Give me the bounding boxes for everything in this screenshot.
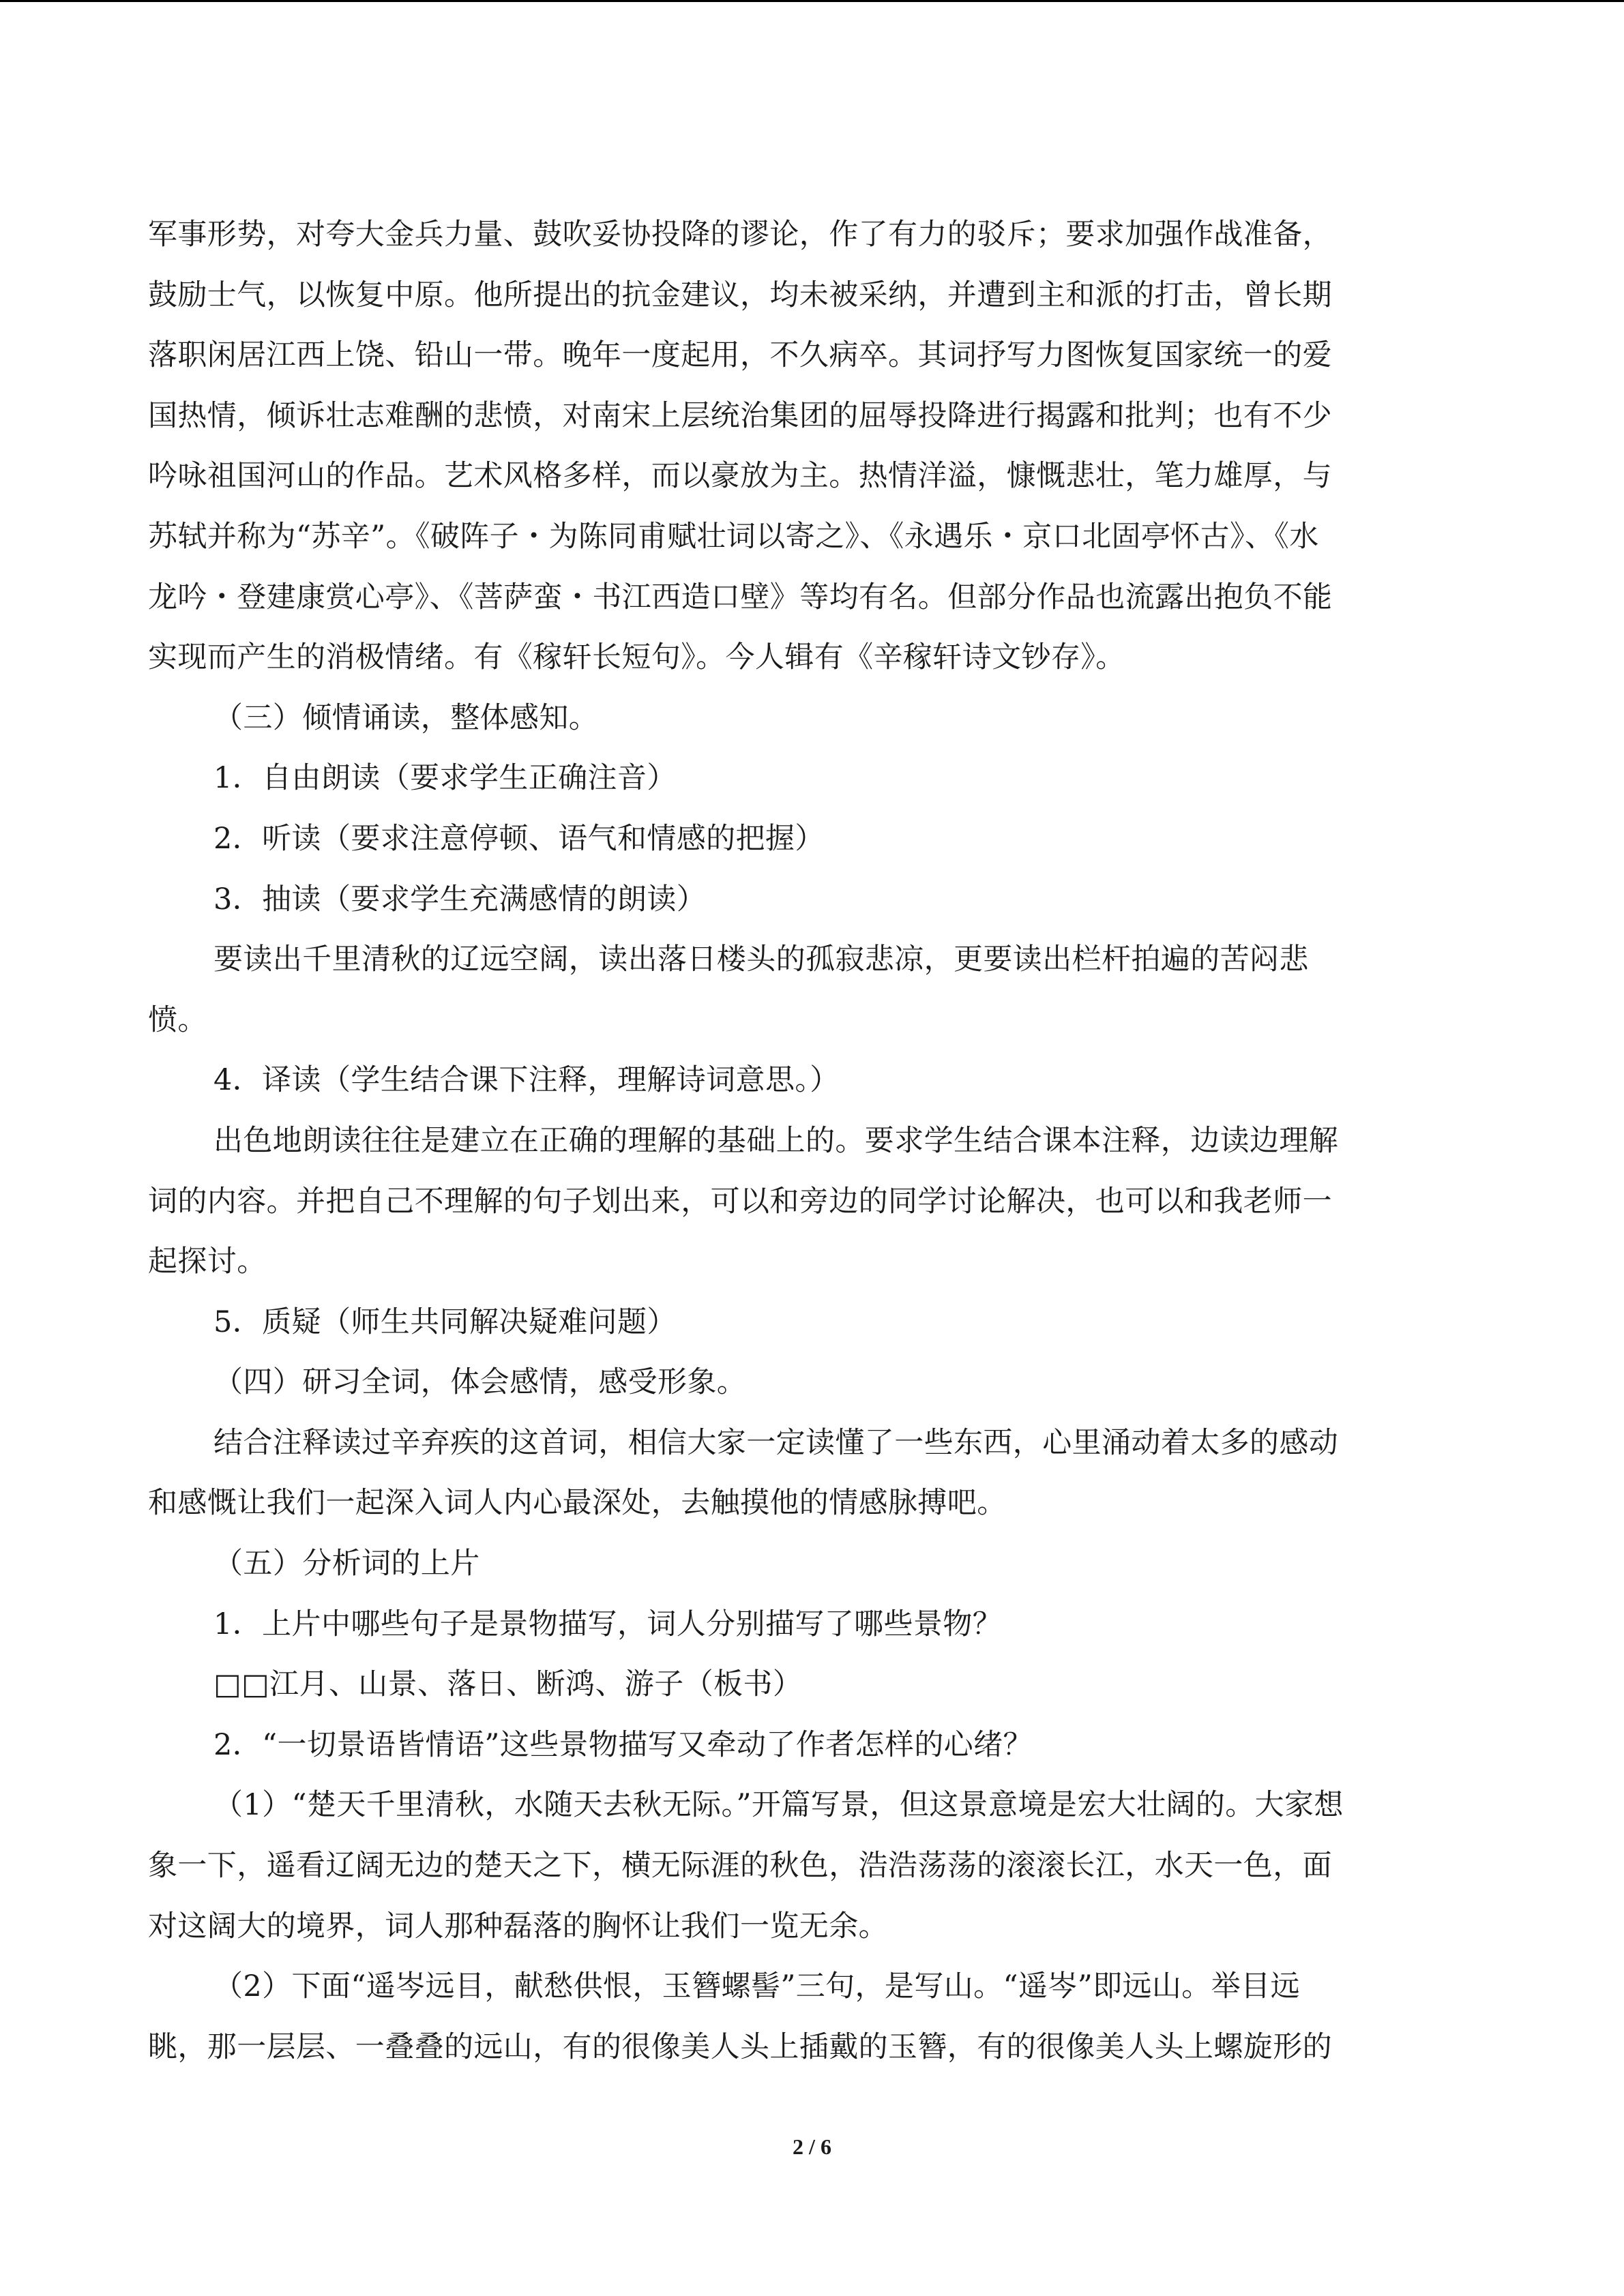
- text-line: 要读出千里清秋的辽远空阔，读出落日楼头的孤寂悲凉，更要读出栏杆拍遍的苦闷悲: [213, 942, 1309, 977]
- text-line: （三）倾情诵读，整体感知。: [213, 700, 599, 735]
- text-line: 对这阔大的境界，词人那种磊落的胸怀让我们一览无余。: [148, 1909, 888, 1943]
- text-line: 实现而产生的消极情绪。有《稼轩长短句》。今人辑有《辛稼轩诗文钞存》。: [148, 640, 1125, 675]
- text-line: 和感慨让我们一起深入词人内心最深处，去触摸他的情感脉搏吧。: [148, 1486, 1007, 1521]
- top-border-line: [0, 0, 1624, 2]
- text-line: （1）“楚天千里清秋，水随天去秋无际。”开篇写景，但这景意境是宏大壮阔的。大家想: [213, 1788, 1344, 1823]
- text-line: 鼓励士气，以恢复中原。他所提出的抗金建议，均未被采纳，并遭到主和派的打击，曾长期: [148, 278, 1332, 312]
- text-line: （2）下面“遥岑远目，献愁供恨，玉簪螺髻”三句，是写山。“遥岑”即远山。举目远: [213, 1969, 1300, 2004]
- text-line: 国热情，倾诉壮志难酬的悲愤，对南宋上层统治集团的屈辱投降进行揭露和批判；也有不少: [148, 398, 1332, 433]
- text-line: 1．自由朗读（要求学生正确注音）: [213, 761, 677, 796]
- text-line: 象一下，遥看辽阔无边的楚天之下，横无际涯的秋色，浩浩荡荡的滚滚长江，水天一色，面: [148, 1849, 1332, 1883]
- text-line: 4．译读（学生结合课下注释，理解诗词意思。）: [213, 1063, 840, 1098]
- text-line: 吟咏祖国河山的作品。艺术风格多样，而以豪放为主。热情洋溢，慷慨悲壮，笔力雄厚，与: [148, 459, 1332, 494]
- text-line: □□江月、山景、落日、断鸿、游子（板书）: [213, 1667, 803, 1702]
- text-line: 起探讨。: [148, 1244, 267, 1279]
- text-line: 2．听读（要求注意停顿、语气和情感的把握）: [213, 821, 825, 856]
- text-line: 愤。: [148, 1002, 207, 1037]
- text-line: 1．上片中哪些句子是景物描写，词人分别描写了哪些景物？: [213, 1607, 1003, 1641]
- text-line: 龙吟・登建康赏心亭》、《菩萨蛮・书江西造口壁》等均有名。但部分作品也流露出抱负不能: [148, 580, 1333, 614]
- text-line: 2．“一切景语皆情语”这些景物描写又牵动了作者怎样的心绪？: [213, 1727, 1033, 1762]
- page-number: 2 / 6: [793, 2134, 831, 2159]
- text-line: 词的内容。并把自己不理解的句子划出来，可以和旁边的同学讨论解决，也可以和我老师一: [148, 1184, 1332, 1219]
- text-line: 落职闲居江西上饶、铅山一带。晚年一度起用，不久病卒。其词抒写力图恢复国家统一的爱: [148, 338, 1332, 373]
- text-line: 结合注释读过辛弃疾的这首词，相信大家一定读懂了一些东西，心里涌动着太多的感动: [213, 1425, 1339, 1460]
- text-line: 军事形势，对夸大金兵力量、鼓吹妥协投降的谬论，作了有力的驳斥；要求加强作战准备，: [148, 218, 1332, 252]
- document-body: [148, 205, 1480, 2077]
- text-line: 3．抽读（要求学生充满感情的朗读）: [213, 882, 707, 916]
- text-line: 出色地朗读往往是建立在正确的理解的基础上的。要求学生结合课本注释，边读边理解: [213, 1123, 1339, 1158]
- text-line: 眺，那一层层、一叠叠的远山，有的很像美人头上插戴的玉簪，有的很像美人头上螺旋形的: [148, 2029, 1332, 2064]
- text-line: 5．质疑（师生共同解决疑难问题）: [213, 1304, 677, 1339]
- text-line: 苏轼并称为“苏辛”。《破阵子・为陈同甫赋壮词以寄之》、《永遇乐・京口北固亭怀古》、《水: [148, 519, 1319, 554]
- text-line: （四）研习全词，体会感情，感受形象。: [213, 1365, 747, 1400]
- text-line: （五）分析词的上片: [213, 1547, 480, 1581]
